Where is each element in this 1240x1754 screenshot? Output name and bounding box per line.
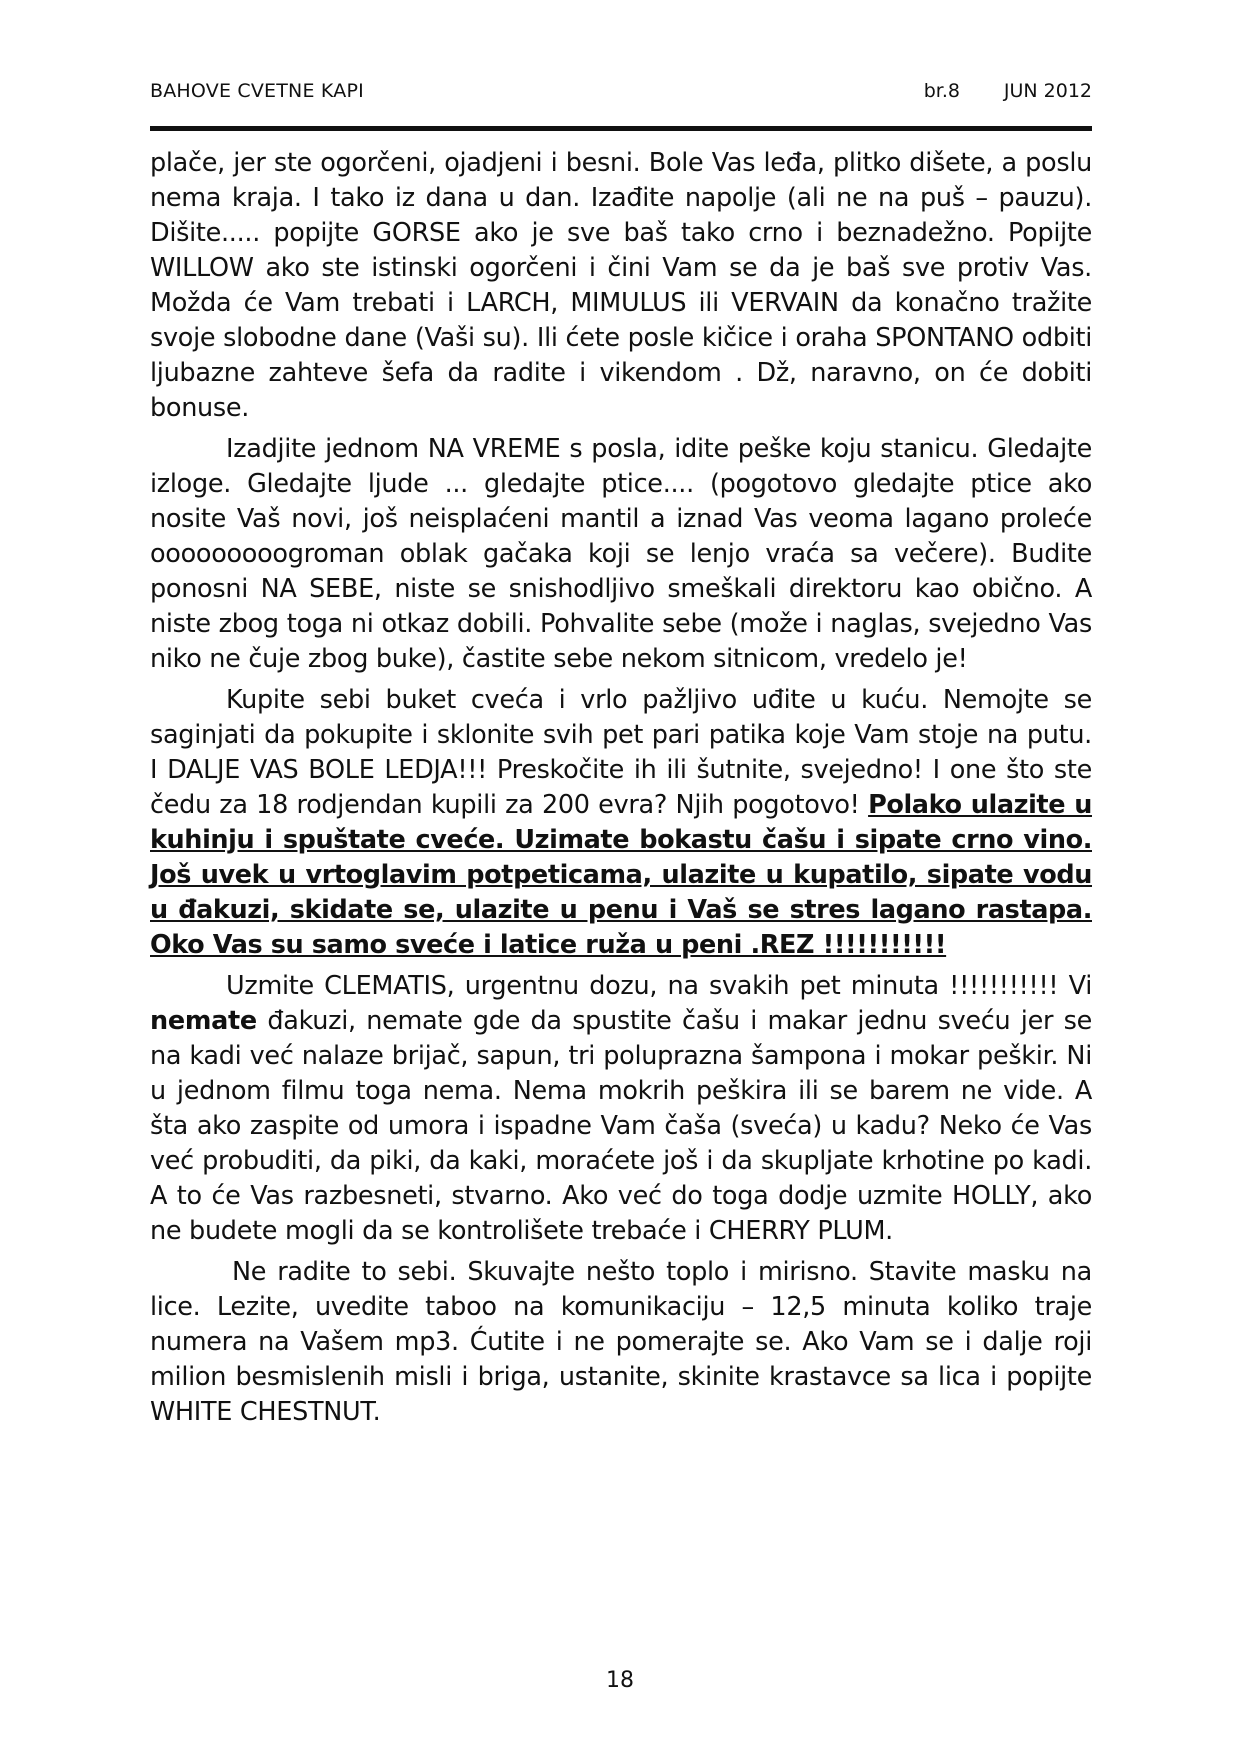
paragraph-1: plače, jer ste ogorčeni, ojadjeni i besni. Bole Vas leđa, plitko dišete, a poslu nema kraja. I tako iz dana u dan. Izađite napolje (ali ne na puš – pauzu). Dišite..... popijte GORSE ako je sve baš tako crno i beznadežno. Popijte WILLOW ako ste istinski ogorčeni i čini Vam se da je baš sve protiv Vas. Možda će Vam trebati i LARCH, MIMULUS ili VERVAIN da konačno tražite svoje slobodne dane (Vaši su). Ili ćete posle kičice i oraha SPONTANO odbiti ljubazne zahteve šefa da radite i vikendom . Dž, naravno, on će dobiti bonuse.: [150, 148, 1092, 423]
page-header: [150, 80, 1092, 108]
paragraph-3-text: Kupite sebi buket cveća i vrlo pažljivo uđite u kuću. Nemojte se saginjati da pokupite i sklonite svih pet pari patika koje Vam stoje na putu. I DALJE VAS BOLE LEDJA!!! Preskočite ih ili šutnite, svejedno! I one što ste čedu za 18 rodjendan kupili za 200 evra? Njih pogotovo!: [150, 685, 1092, 820]
paragraph-3: [150, 683, 1092, 963]
paragraph-4-text-b: đakuzi, nemate gde da spustite čašu i makar jednu sveću jer se na kadi već nalaze brijač, sapun, tri poluprazna šampona i mokar peškir. Ni u jednom filmu toga nema. Nema mokrih peškira ili se barem ne vide. A šta ako zaspite od umora i ispadne Vam čaša (sveća) u kadu? Neko će Vas već probuditi, da piki, da kaki, moraćete još i da skupljate krhotine po kadi. A to će Vas razbesneti, stvarno. Ako već do toga dodje uzmite HOLLY, ako ne budete mogli da se kontrolišete trebaće i CHERRY PLUM.: [150, 1006, 1092, 1246]
paragraph-2: Izadjite jednom NA VREME s posla, idite peške koju stanicu. Gledajte izloge. Gledajte ljude ... gledajte ptice.... (pogotovo gledajte ptice ako nosite Vaš novi, još neisplaćeni mantil a iznad Vas veoma lagano proleće ooooooooogroman oblak gačaka koji se lenjo vraća sa večere). Budite ponosni NA SEBE, niste se snishodljivo smeškali direktoru kao obično. A niste zbog toga ni otkaz dobili. Pohvalite sebe (može i naglas, svejedno Vas niko ne čuje zbog buke), častite sebe nekom sitnicom, vredelo je!: [150, 434, 1092, 674]
paragraph-4: [150, 969, 1092, 1249]
issue-number: br.8: [923, 80, 960, 102]
page-number: 18: [606, 1668, 634, 1693]
header-rule: [150, 126, 1092, 131]
bold-word: nemate: [150, 1006, 257, 1036]
emphasized-passage: Polako ulazite u kuhinju i spuštate cveće. Uzimate bokastu čašu i sipate crno vino. Još uvek u vrtoglavim potpeticama, ulazite u kupatilo, sipate vodu u đakuzi, skidate se, ulazite u penu i Vaš se stres lagano rastapa. Oko Vas su samo sveće i latice ruža u peni .REZ !!!!!!!!!!!: [150, 790, 1092, 960]
article-body: [150, 146, 1092, 1436]
publication-title: BAHOVE CVETNE KAPI: [150, 80, 364, 102]
issue-date: JUN 2012: [1003, 80, 1092, 102]
paragraph-5: Ne radite to sebi. Skuvajte nešto toplo i mirisno. Stavite masku na lice. Lezite, uvedite taboo na komunikaciju – 12,5 minuta koliko traje numera na Vašem mp3. Ćutite i ne pomerajte se. Ako Vam se i dalje roji milion besmislenih misli i briga, ustanite, skinite krastavce sa lica i popijte WHITE CHESTNUT.: [150, 1257, 1092, 1427]
paragraph-4-text-a: Uzmite CLEMATIS, urgentnu dozu, na svakih pet minuta !!!!!!!!!!! Vi: [226, 971, 1092, 1001]
